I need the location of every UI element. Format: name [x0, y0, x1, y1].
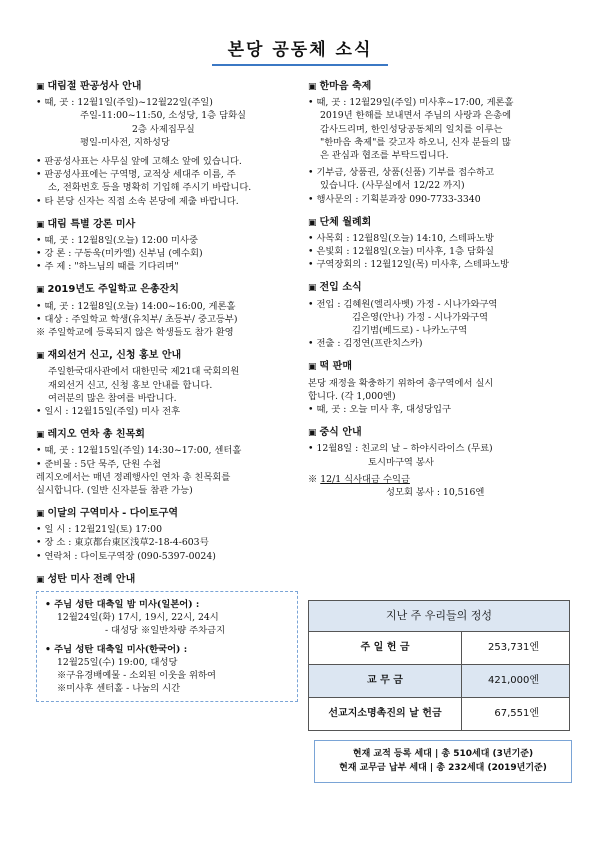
- square-bullet-icon: ▣: [36, 285, 45, 296]
- text-line: ※미사후 센터홀 - 나눔의 시간: [57, 683, 181, 695]
- text-line: • 강 론 : 구동욱(미카엘) 신부님 (예수회): [36, 248, 203, 260]
- offering-label: 교 무 금: [309, 665, 462, 698]
- square-bullet-icon: ▣: [36, 219, 45, 230]
- right-column: [308, 80, 570, 509]
- text-line: "한마음 축제"를 갖고자 하오니, 신자 분들의 많: [320, 136, 511, 148]
- lunch-note-underlined: 12/1 식사대금 수익금: [320, 473, 410, 485]
- section-heading: 대림 특별 강론 미사: [47, 218, 136, 230]
- registered-households: 현재 교적 등록 세대 | 총 510세대 (3년기준): [352, 749, 534, 759]
- square-bullet-icon: ▣: [36, 574, 45, 585]
- table-row: [309, 665, 570, 698]
- table-row: [309, 698, 570, 731]
- christmas-mass-box: [36, 591, 298, 702]
- section-heading: 2019년도 주일학교 은총잔치: [47, 284, 179, 296]
- text-line: 실시합니다. (일반 신자분들 참관 가능): [36, 484, 193, 496]
- text-line: 성모회 봉사 : 10,516엔: [386, 486, 485, 498]
- section-sunday-school: [36, 283, 298, 339]
- text-line: • 일시 : 12월15일(주일) 미사 전후: [36, 405, 181, 417]
- section-heading: 재외선거 신고, 신청 홍보 안내: [47, 350, 182, 362]
- text-line: • 기부금, 상품권, 상품(신품) 기부를 접수하고: [308, 167, 495, 179]
- section-hanmaeum-festival: [308, 80, 570, 206]
- text-line: 레지오에서는 매년 정례행사인 연차 총 친목회를: [36, 471, 231, 483]
- text-line: 주일한국대사관에서 대한민국 제21대 국회의원: [48, 366, 240, 378]
- text-line: • 판공성사표는 사무실 앞에 고해소 앞에 있습니다.: [36, 155, 242, 167]
- text-line: 주일-11:00~11:50, 소성당, 1층 담화실: [80, 110, 247, 122]
- section-legio-meeting: [36, 428, 298, 497]
- text-line: 2019년 한해를 보내면서 주님의 사랑과 은총에: [320, 110, 512, 122]
- text-line: • 사목회 : 12월8일(오늘) 14:10, 스테파노방: [308, 232, 494, 244]
- section-heading: 대림절 판공성사 안내: [47, 81, 142, 92]
- text-line: 감사드리며, 한인성당공동체의 일치를 이루는: [320, 123, 503, 135]
- section-heading: 떡 판매: [319, 361, 352, 373]
- section-district-mass: [36, 507, 298, 563]
- section-heading: 전입 소식: [319, 282, 362, 294]
- text-line: • 때, 곳 : 12월1일(주일)~12월22일(주일): [36, 97, 213, 109]
- christmas-eve-mass-title: • 주님 성탄 대축일 밤 미사(일본어) :: [45, 599, 200, 610]
- table-row: [309, 632, 570, 665]
- text-line: • 전출 : 김정연(프란치스카): [308, 338, 423, 350]
- text-line: • 때, 곳 : 12월8일(오늘) 14:00~16:00, 게론홀: [36, 300, 236, 312]
- square-bullet-icon: ▣: [308, 217, 317, 228]
- text-line: • 주 제 : "하느님의 때를 기다리며": [36, 261, 179, 273]
- text-line: 12월25일(수) 19:00, 대성당: [57, 656, 178, 668]
- section-rice-cake-sale: [308, 360, 570, 416]
- text-line: • 때, 곳 : 12월8일(오늘) 12:00 미사중: [36, 234, 198, 246]
- square-bullet-icon: ▣: [308, 283, 317, 294]
- text-line: • 준비물 : 5단 묵주, 단원 수첩: [36, 458, 162, 470]
- section-overseas-election: [36, 349, 298, 418]
- section-heading: 성탄 미사 전례 안내: [47, 573, 136, 585]
- text-line: 재외선거 신고, 신청 홍보 안내를 합니다.: [48, 379, 213, 391]
- text-line: 김은영(안나) 가정 - 시나가와구역: [352, 311, 489, 323]
- offering-label: 선교지소명촉진의 날 헌금: [309, 698, 462, 731]
- text-line: • 타 본당 신자는 직접 소속 본당에 제출 바랍니다.: [36, 195, 239, 207]
- offering-value: 67,551엔: [462, 698, 570, 731]
- text-line: • 연락처 : 다이토구역장 (090-5397-0024): [36, 550, 216, 562]
- square-bullet-icon: ▣: [36, 430, 45, 441]
- section-advent-confession: [36, 80, 298, 208]
- square-bullet-icon: ▣: [308, 362, 317, 373]
- square-bullet-icon: ▣: [308, 82, 317, 92]
- section-heading: 단체 월례회: [319, 216, 372, 228]
- text-line: • 장 소 : 東京都台東区浅草2-18-4-603号: [36, 537, 209, 549]
- text-line: - 대성당 ※일반차량 주차금지: [105, 625, 226, 637]
- text-line: 12월24일(화) 17시, 19시, 22시, 24시: [57, 612, 219, 624]
- section-heading: 레지오 연차 총 친목회: [47, 429, 145, 441]
- text-line: • 12월8일 : 친교의 날 – 하야시라이스 (무료): [308, 443, 493, 455]
- text-line: ※구유경배예물 - 소외된 이웃을 위하여: [57, 669, 216, 681]
- square-bullet-icon: ▣: [308, 428, 317, 439]
- text-line: • 전입 : 김혜원(엘리사벳) 가정 - 시나가와구역: [308, 298, 498, 310]
- offering-label: 주 일 헌 금: [309, 632, 462, 665]
- text-line: 평일-미사전, 지하성당: [80, 136, 170, 148]
- section-christmas-liturgy: [36, 573, 298, 703]
- text-line: 소, 전화번호 등을 명확히 기입해 주시기 바랍니다.: [48, 182, 252, 194]
- text-line: • 행사문의 : 기획분과장 090-7733-3340: [308, 193, 481, 205]
- text-line: 은 관심과 협조를 부탁드립니다.: [320, 149, 449, 161]
- offering-table-header: 지난 주 우리들의 정성: [309, 601, 570, 632]
- lunch-note: ※ 12/1 식사대금 수익금: [308, 473, 410, 485]
- text-line: • 때, 곳 : 12월29일(주일) 미사후~17:00, 게론홀: [308, 97, 514, 109]
- offering-value: 253,731엔: [462, 632, 570, 665]
- text-line: • 구역장회의 : 12월12일(목) 미사후, 스테파노방: [308, 259, 509, 271]
- section-advent-homily: [36, 218, 298, 274]
- text-line: 본당 재정을 확충하기 위하여 총구역에서 실시: [308, 377, 494, 389]
- square-bullet-icon: ▣: [36, 351, 45, 362]
- section-group-meetings: [308, 216, 570, 272]
- section-heading: 중식 안내: [319, 427, 362, 439]
- text-line: • 때, 곳 : 오늘 미사 후, 대성당입구: [308, 403, 451, 415]
- page-title: 본당 공동체 소식: [212, 38, 388, 66]
- section-heading: 이달의 구역미사 - 다이토구역: [47, 508, 179, 520]
- offering-value: 421,000엔: [462, 665, 570, 698]
- square-bullet-icon: ▣: [36, 509, 45, 520]
- text-line: 여러분의 많은 참여를 바랍니다.: [48, 392, 177, 404]
- text-line: • 때, 곳 : 12월15일(주일) 14:30~17:00, 센터홀: [36, 445, 242, 457]
- paying-households: 현재 교무금 납부 세대 | 총 232세대 (2019년기준): [339, 763, 547, 774]
- text-line: • 일 시 : 12월21일(토) 17:00: [36, 524, 163, 536]
- text-line: ※ 주일학교에 등록되지 않은 학생들도 참가 환영: [36, 327, 234, 338]
- text-line: 합니다. (각 1,000엔): [308, 390, 396, 402]
- section-lunch-info: [308, 426, 570, 499]
- section-transfer-news: [308, 281, 570, 350]
- text-line: 있습니다. (사무실에서 12/22 까지): [320, 180, 465, 192]
- section-heading: 한마음 축제: [319, 81, 372, 92]
- left-column: [36, 80, 298, 712]
- text-line: • 판공성사표에는 구역명, 교적상 세대주 이름, 주: [36, 169, 236, 181]
- text-line: 김기범(베드로) - 나카노구역: [352, 325, 468, 336]
- christmas-day-mass-title: • 주님 성탄 대축일 미사(한국어) :: [45, 643, 188, 655]
- text-line: • 은빛회 : 12월8일(오늘) 미사후, 1층 담화실: [308, 246, 494, 258]
- offering-table: [308, 600, 570, 731]
- household-summary-box: [314, 740, 572, 783]
- square-bullet-icon: ▣: [36, 82, 45, 92]
- text-line: 2층 사제집무실: [132, 123, 195, 135]
- text-line: 토시마구역 봉사: [368, 456, 434, 468]
- text-line: • 대상 : 주일학교 학생(유치부/ 초등부/ 중고등부): [36, 313, 238, 325]
